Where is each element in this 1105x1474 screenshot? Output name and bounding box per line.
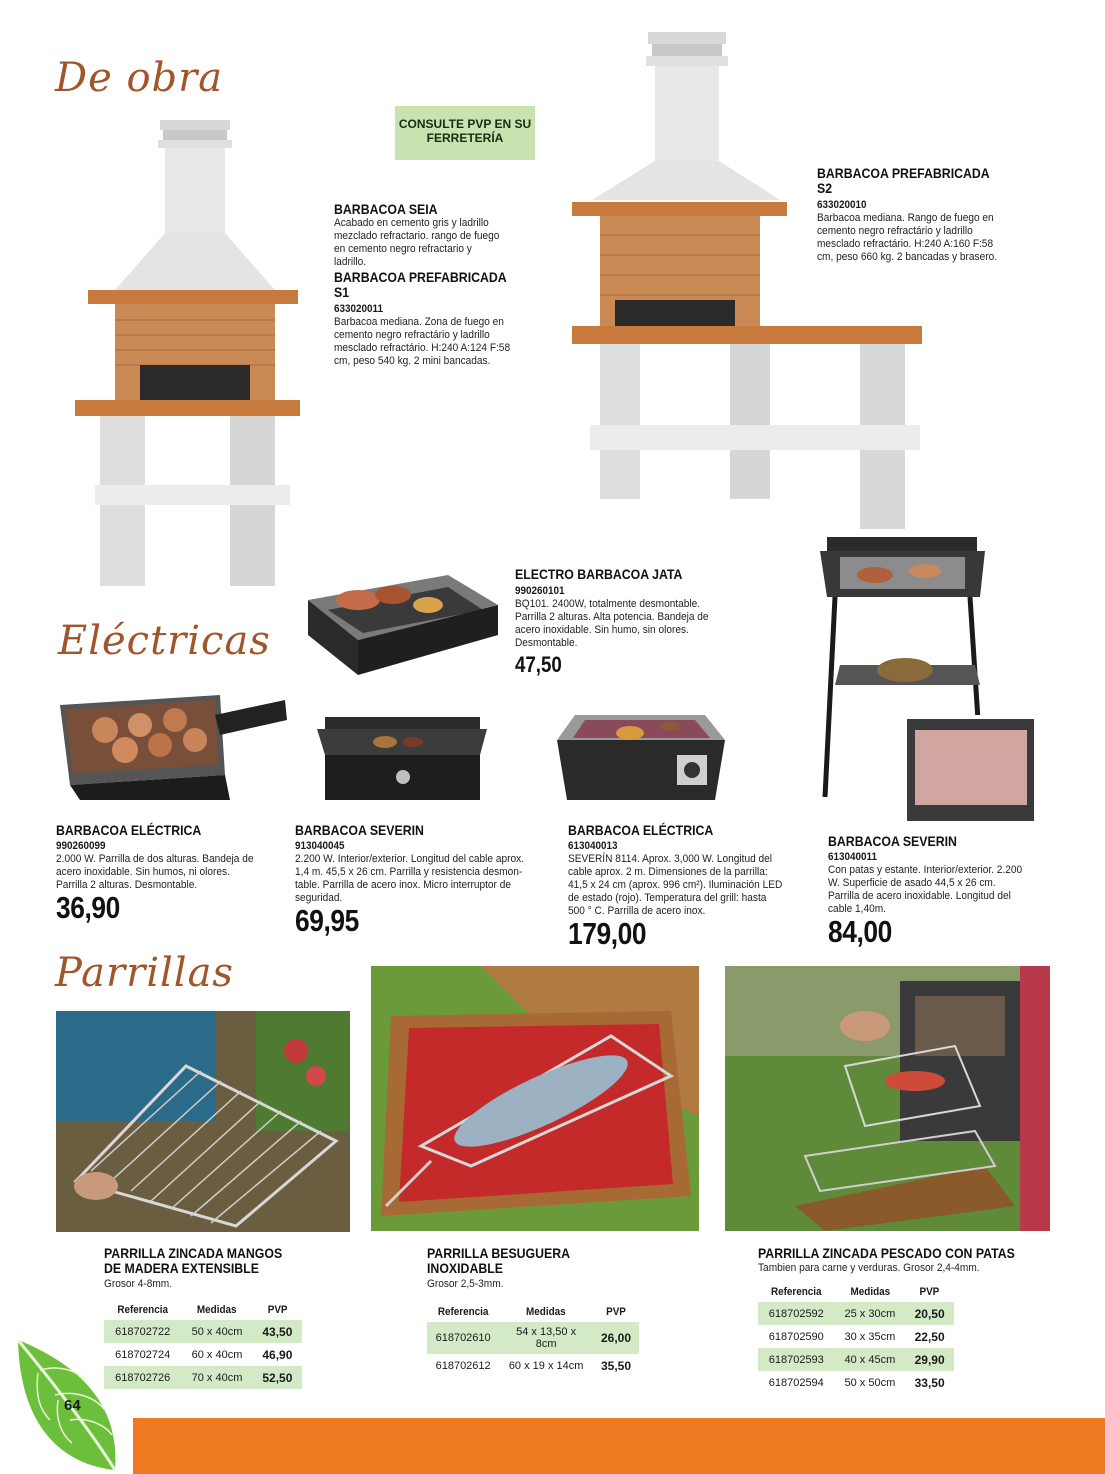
cell-ref: 618702592	[758, 1302, 835, 1325]
product-electrica-1	[56, 823, 266, 924]
cell-ref: 618702724	[115, 1348, 171, 1361]
product-reference: 613040013	[568, 840, 618, 852]
table-row	[758, 1302, 954, 1325]
severin-grill-2-photo	[815, 535, 1040, 830]
product-description: Barbacoa mediana. Rango de fuego en cemento negro refractário y ladrillo mesclado refractário. H:240 A:160 F:58 cm, peso 660 kg. 2 bancadas y brasero.	[817, 212, 998, 263]
table-header-pvp: PVP	[919, 1286, 940, 1298]
barbecue-s2-photo	[570, 30, 930, 530]
product-description: 2.200 W. Interior/exterior. Longitud del cable aprox. 1,4 m. 45,5 x 26 cm. Parrilla y resistencia desmon-table. Parrilla de acero inox. Micro interruptor de seguridad.	[295, 853, 524, 904]
cell-ref: 618702594	[768, 1376, 824, 1389]
product-description: 2.000 W. Parrilla de dos alturas. Bandeja de acero inoxidable. Sin humos, ni olores. Parrilla 2 alturas. Desmontable.	[56, 853, 254, 891]
cell-medidas: 60 x 40cm	[191, 1348, 243, 1361]
cell-medidas: 60 x 19 x 14cm	[508, 1359, 584, 1372]
cell-ref: 618702590	[768, 1330, 824, 1343]
table-header-ref: Referencia	[117, 1304, 168, 1316]
table-row	[758, 1348, 954, 1371]
product-description: BQ101. 2400W, totalmente desmontable. Parrilla 2 alturas. Alta potencia. Bandeja de acero inoxidable. Sin humo, sin olores. Desmontable.	[515, 598, 709, 649]
jata-grill-photo	[298, 565, 503, 690]
electric-grill-1-photo	[55, 680, 290, 805]
cell-medidas: 50 x 40cm	[181, 1320, 252, 1343]
cell-ref: 618702612	[435, 1359, 491, 1372]
cell-medidas: 70 x 40cm	[181, 1366, 252, 1389]
cell-pvp: 52,50	[253, 1366, 302, 1389]
cell-pvp: 33,50	[914, 1375, 945, 1390]
cell-medidas: 25 x 30cm	[835, 1302, 906, 1325]
product-reference: 633020010	[817, 199, 867, 211]
product-severin-2	[828, 834, 1038, 948]
product-title: BARBACOA ELÉCTRICA	[56, 822, 202, 838]
cell-pvp: 26,00	[593, 1322, 639, 1354]
product-s2	[817, 166, 1007, 264]
product-price: 84,00	[828, 914, 892, 949]
product-s1	[334, 270, 519, 368]
product-description: SEVERÍN 8114. Aprox. 3,000 W. Longitud del cable aprox. 2 m. Dimensiones de la parrilla: 41,5 x 24 cm (aprox. 996 cm²). Iluminación LED de estado (rojo). Temperatura del grill: hasta 500 ° C. Parrilla de acero inox.	[568, 853, 783, 917]
cell-pvp: 29,90	[905, 1348, 954, 1371]
product-parrilla-1	[104, 1246, 324, 1291]
page-number: 64	[64, 1397, 81, 1414]
pvp-badge	[395, 106, 535, 160]
product-price: 36,90	[56, 890, 120, 925]
cell-medidas: 50 x 50cm	[844, 1376, 896, 1389]
product-parrilla-2	[427, 1246, 627, 1291]
product-price: 179,00	[568, 916, 647, 951]
section-title-electricas: Eléctricas	[58, 618, 271, 664]
pvp-badge-text: CONSULTE PVP EN SU FERRETERÍA	[398, 117, 532, 145]
table-row	[104, 1343, 302, 1366]
product-title: BARBACOA PREFABRICADA S1	[334, 269, 507, 300]
table-header-medidas: Medidas	[526, 1306, 566, 1318]
product-title: ELECTRO BARBACOA JATA	[515, 566, 683, 582]
product-parrilla-3	[758, 1246, 1038, 1275]
table-row	[758, 1371, 954, 1394]
table-header-ref: Referencia	[437, 1306, 489, 1318]
cell-pvp: 46,90	[262, 1347, 293, 1362]
product-seia	[334, 202, 514, 269]
product-title: PARRILLA BESUGUERA INOXIDABLE	[427, 1245, 570, 1276]
section-title-parrillas: Parrillas	[55, 950, 234, 996]
product-description: Tambien para carne y verduras. Grosor 2,4-4mm.	[758, 1262, 980, 1274]
cell-medidas: 54 x 13,50 x 8cm	[499, 1322, 593, 1354]
product-title: BARBACOA SEVERIN	[295, 822, 424, 838]
product-reference: 990260101	[515, 585, 565, 597]
product-description: Con patas y estante. Interior/exterior. 2.200 W. Superficie de asado 44,5 x 26 cm. Parrilla de acero inoxidable. Longitud del cable 1,40m.	[828, 864, 1023, 915]
product-price: 47,50	[515, 652, 562, 677]
product-title: BARBACOA PREFABRICADA S2	[817, 165, 990, 196]
price-table-parrilla-1	[104, 1300, 302, 1389]
table-row	[758, 1325, 954, 1348]
product-description: Acabado en cemento gris y ladrillo mezclado refractario. rango de fuego en cemento negro refractario y ladrillo.	[334, 217, 500, 268]
product-electrica-2	[568, 823, 788, 950]
product-reference: 613040011	[828, 851, 878, 863]
table-header-medidas: Medidas	[850, 1286, 890, 1298]
price-table-parrilla-2	[427, 1302, 639, 1377]
cell-pvp: 43,50	[253, 1320, 302, 1343]
cell-ref: 618702593	[758, 1348, 835, 1371]
table-header-ref: Referencia	[770, 1286, 822, 1298]
product-reference: 990260099	[56, 840, 106, 852]
footer-bar	[133, 1418, 1105, 1474]
product-reference: 633020011	[334, 303, 384, 315]
cell-pvp: 20,50	[905, 1302, 954, 1325]
parrilla-2-photo	[371, 966, 699, 1231]
product-severin-1	[295, 823, 535, 937]
cell-ref: 618702610	[427, 1322, 499, 1354]
product-description: Grosor 4-8mm.	[104, 1278, 173, 1290]
cell-pvp: 35,50	[600, 1358, 631, 1373]
table-row	[104, 1320, 302, 1343]
product-title: BARBACOA SEIA	[334, 201, 438, 217]
cell-ref: 618702722	[104, 1320, 181, 1343]
barbecue-s1-photo	[70, 115, 310, 590]
table-header-medidas: Medidas	[197, 1304, 237, 1316]
product-jata	[515, 567, 715, 678]
parrilla-3-photo	[725, 966, 1050, 1231]
cell-ref: 618702726	[104, 1366, 181, 1389]
product-price: 69,95	[295, 903, 359, 938]
table-row	[104, 1366, 302, 1389]
product-reference: 913040045	[295, 840, 345, 852]
cell-medidas: 30 x 35cm	[844, 1330, 896, 1343]
product-description: Grosor 2,5-3mm.	[427, 1278, 504, 1290]
table-header-pvp: PVP	[606, 1306, 626, 1318]
product-title: PARRILLA ZINCADA MANGOS DE MADERA EXTENSIBLE	[104, 1245, 283, 1276]
table-row	[427, 1322, 639, 1354]
electric-grill-2-photo	[555, 700, 730, 810]
table-row	[427, 1354, 639, 1377]
product-title: PARRILLA ZINCADA PESCADO CON PATAS	[758, 1245, 1015, 1261]
cell-pvp: 22,50	[914, 1329, 945, 1344]
section-title-de-obra: De obra	[55, 55, 224, 101]
parrilla-1-photo	[56, 1011, 350, 1232]
table-header-pvp: PVP	[267, 1304, 288, 1316]
product-title: BARBACOA ELÉCTRICA	[568, 822, 714, 838]
cell-medidas: 40 x 45cm	[835, 1348, 906, 1371]
severin-grill-1-photo	[315, 715, 490, 805]
product-title: BARBACOA SEVERIN	[828, 833, 957, 849]
price-table-parrilla-3	[758, 1282, 954, 1394]
product-description: Barbacoa mediana. Zona de fuego en cemento negro refractário y ladrillo mesclado refractário. H:240 A:124 F:58 cm, peso 540 kg. 2 mini bancadas.	[334, 316, 511, 367]
